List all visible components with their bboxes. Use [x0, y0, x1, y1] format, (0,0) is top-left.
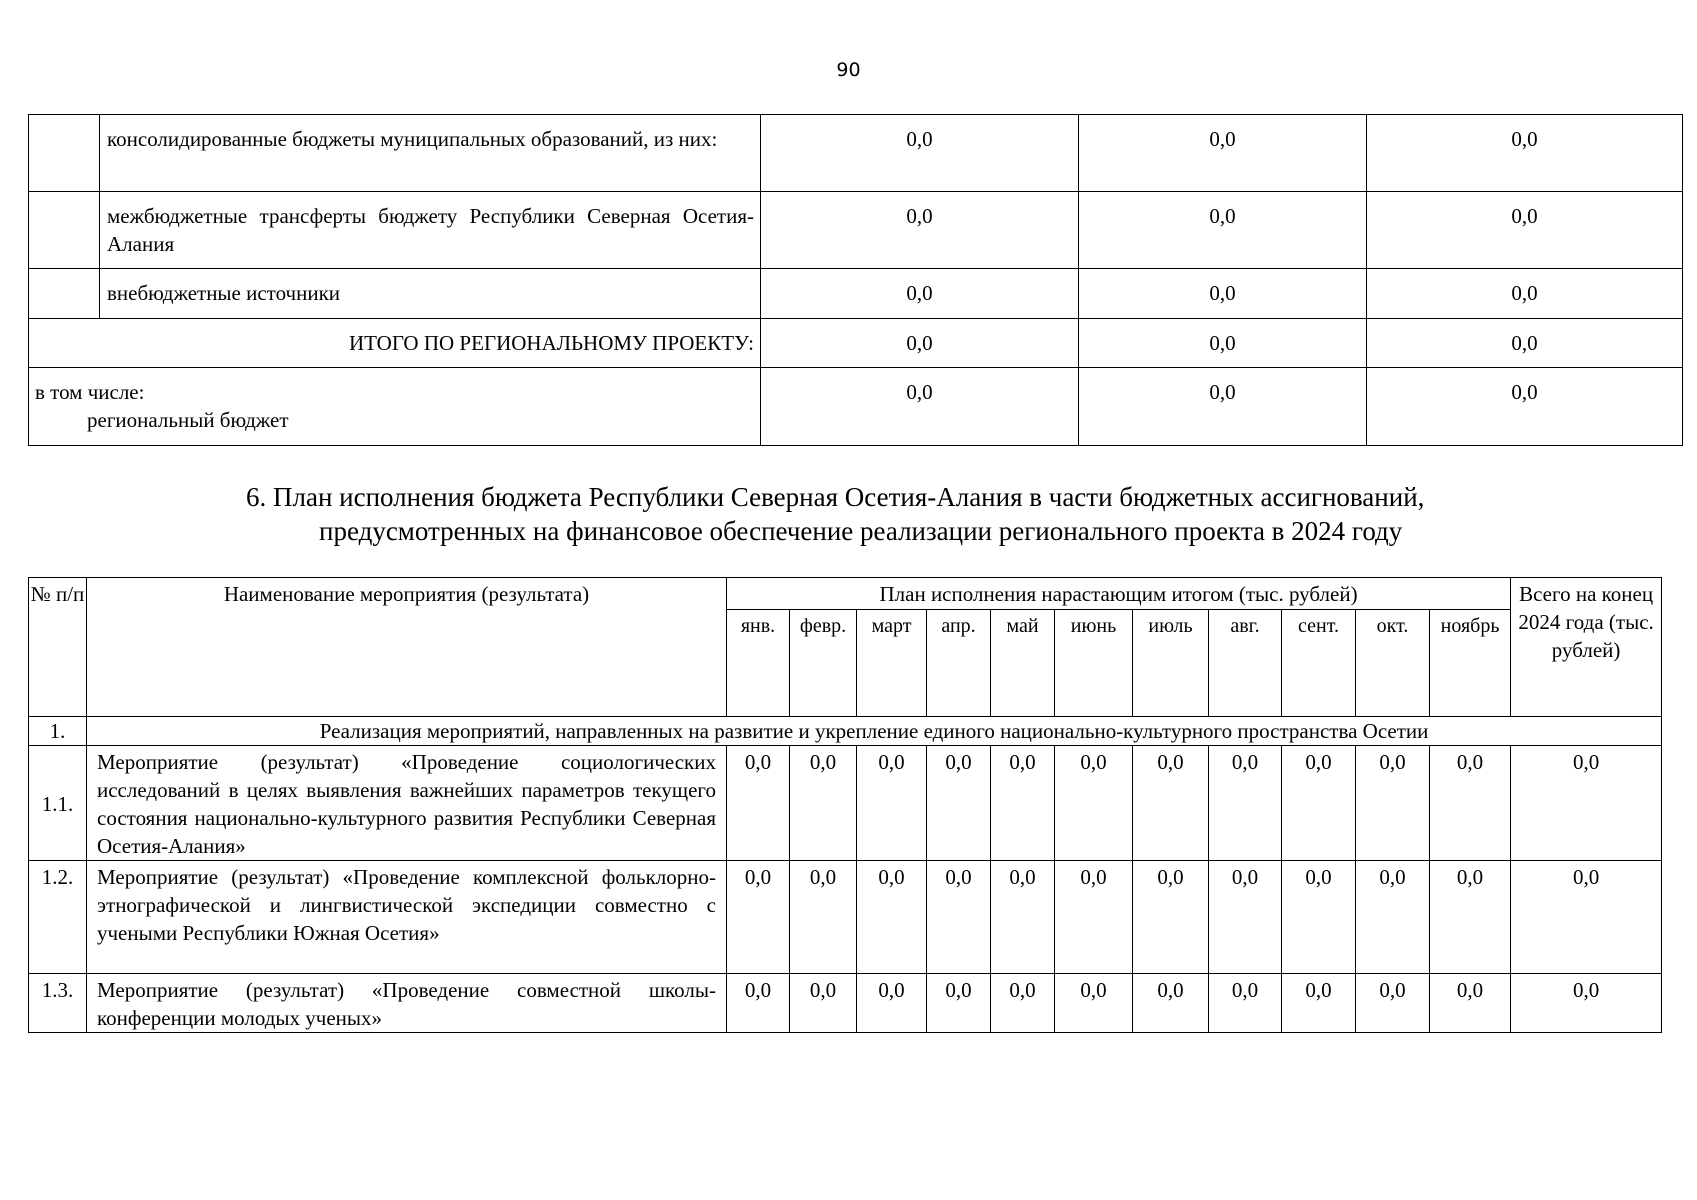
- month-value: 0,0: [1356, 861, 1430, 974]
- month-value: 0,0: [727, 974, 790, 1033]
- month-value: 0,0: [1430, 861, 1511, 974]
- month-value: 0,0: [857, 974, 927, 1033]
- month-value: 0,0: [857, 861, 927, 974]
- table-row: [29, 861, 1662, 974]
- month-value: 0,0: [927, 861, 991, 974]
- month-value: 0,0: [1282, 974, 1356, 1033]
- month-header: окт.: [1356, 610, 1430, 717]
- value-cell: 0,0: [1367, 368, 1683, 446]
- row-number-cell: [29, 115, 100, 192]
- month-value: 0,0: [1133, 746, 1209, 861]
- row-name: Мероприятие (результат) «Проведение комплексной фольклорно-этнографической и лингвистической экспедиции совместно с учеными Республики Южная Осетия»: [87, 861, 727, 974]
- value-cell: 0,0: [761, 115, 1079, 192]
- value-cell: 0,0: [1079, 269, 1367, 319]
- total-label: ИТОГО ПО РЕГИОНАЛЬНОМУ ПРОЕКТУ:: [29, 319, 761, 368]
- section-row-number: 1.: [29, 717, 87, 746]
- header-total: Всего на конец 2024 года (тыс. рублей): [1511, 578, 1662, 717]
- month-value: 0,0: [991, 861, 1055, 974]
- month-value: 0,0: [790, 974, 857, 1033]
- month-value: 0,0: [1133, 974, 1209, 1033]
- value-cell: 0,0: [1367, 319, 1683, 368]
- section-title-line1: 6. План исполнения бюджета Республики Северная Осетия-Алания в части бюджетных ассигнований,: [246, 482, 1425, 512]
- value-cell: 0,0: [761, 192, 1079, 269]
- month-value: 0,0: [1282, 861, 1356, 974]
- row-label: межбюджетные трансферты бюджету Республики Северная Осетия-Алания: [100, 192, 761, 269]
- section-row-title: Реализация мероприятий, направленных на развитие и укрепление единого национально-культурного пространства Осетии: [87, 717, 1662, 746]
- row-label: консолидированные бюджеты муниципальных образований, из них:: [100, 115, 761, 192]
- row-number-cell: [29, 192, 100, 269]
- month-value: 0,0: [927, 974, 991, 1033]
- value-cell: 0,0: [1079, 368, 1367, 446]
- table-row: [29, 746, 1662, 861]
- section-title-line2: предусмотренных на финансовое обеспечение реализации регионального проекта в 2024 году: [319, 516, 1403, 546]
- month-header: ноябрь: [1430, 610, 1511, 717]
- month-value: 0,0: [790, 746, 857, 861]
- month-value: 0,0: [1430, 746, 1511, 861]
- table-row: [29, 115, 1683, 192]
- month-header: авг.: [1209, 610, 1282, 717]
- month-value: 0,0: [1209, 861, 1282, 974]
- month-value: 0,0: [1430, 974, 1511, 1033]
- month-value: 0,0: [1055, 974, 1133, 1033]
- month-header: апр.: [927, 610, 991, 717]
- value-cell: 0,0: [1367, 115, 1683, 192]
- month-header: февр.: [790, 610, 857, 717]
- month-value: 0,0: [1356, 746, 1430, 861]
- value-cell: 0,0: [1079, 192, 1367, 269]
- month-value: 0,0: [790, 861, 857, 974]
- value-cell: 0,0: [761, 269, 1079, 319]
- month-value: 0,0: [857, 746, 927, 861]
- month-value: 0,0: [991, 974, 1055, 1033]
- month-value: 0,0: [727, 861, 790, 974]
- row-name: Мероприятие (результат) «Проведение социологических исследований в целях выявления важнейших параметров текущего состояния национально-культурного развития Республики Северная Осетия-Алания»: [87, 746, 727, 861]
- section-row: [29, 717, 1662, 746]
- month-value: 0,0: [927, 746, 991, 861]
- including-row: [29, 368, 1683, 446]
- row-number-cell: 1.3.: [29, 974, 87, 1033]
- month-value: 0,0: [1055, 861, 1133, 974]
- month-value: 0,0: [991, 746, 1055, 861]
- header-name: Наименование мероприятия (результата): [87, 578, 727, 717]
- table-row: [29, 974, 1662, 1033]
- total-value: 0,0: [1511, 974, 1662, 1033]
- month-value: 0,0: [1133, 861, 1209, 974]
- row-number-cell: 1.1.: [29, 746, 87, 861]
- month-value: 0,0: [1209, 974, 1282, 1033]
- value-cell: 0,0: [761, 368, 1079, 446]
- table-row: [29, 192, 1683, 269]
- month-header: янв.: [727, 610, 790, 717]
- value-cell: 0,0: [761, 319, 1079, 368]
- header-num: № п/п: [29, 578, 87, 717]
- table-row: [29, 269, 1683, 319]
- total-value: 0,0: [1511, 746, 1662, 861]
- month-value: 0,0: [1282, 746, 1356, 861]
- including-label-line2: региональный бюджет: [87, 408, 289, 432]
- value-cell: 0,0: [1367, 269, 1683, 319]
- month-header: март: [857, 610, 927, 717]
- month-header: сент.: [1282, 610, 1356, 717]
- budget-sources-table: [28, 114, 1683, 446]
- value-cell: 0,0: [1079, 115, 1367, 192]
- including-label: [29, 368, 761, 446]
- row-number-cell: [29, 269, 100, 319]
- header-plan: План исполнения нарастающим итогом (тыс. рублей): [727, 578, 1511, 610]
- row-number-cell: 1.2.: [29, 861, 87, 974]
- month-header: июнь: [1055, 610, 1133, 717]
- month-value: 0,0: [1209, 746, 1282, 861]
- budget-plan-table: [28, 577, 1662, 1033]
- header-row: [29, 578, 1662, 610]
- month-value: 0,0: [727, 746, 790, 861]
- month-value: 0,0: [1055, 746, 1133, 861]
- month-header: июль: [1133, 610, 1209, 717]
- including-label-line1: в том числе:: [35, 380, 145, 404]
- row-label: внебюджетные источники: [100, 269, 761, 319]
- total-row: [29, 319, 1683, 368]
- total-value: 0,0: [1511, 861, 1662, 974]
- row-name: Мероприятие (результат) «Проведение совместной школы-конференции молодых ученых»: [87, 974, 727, 1033]
- value-cell: 0,0: [1079, 319, 1367, 368]
- page-number: 90: [836, 59, 861, 81]
- month-value: 0,0: [1356, 974, 1430, 1033]
- value-cell: 0,0: [1367, 192, 1683, 269]
- month-header: май: [991, 610, 1055, 717]
